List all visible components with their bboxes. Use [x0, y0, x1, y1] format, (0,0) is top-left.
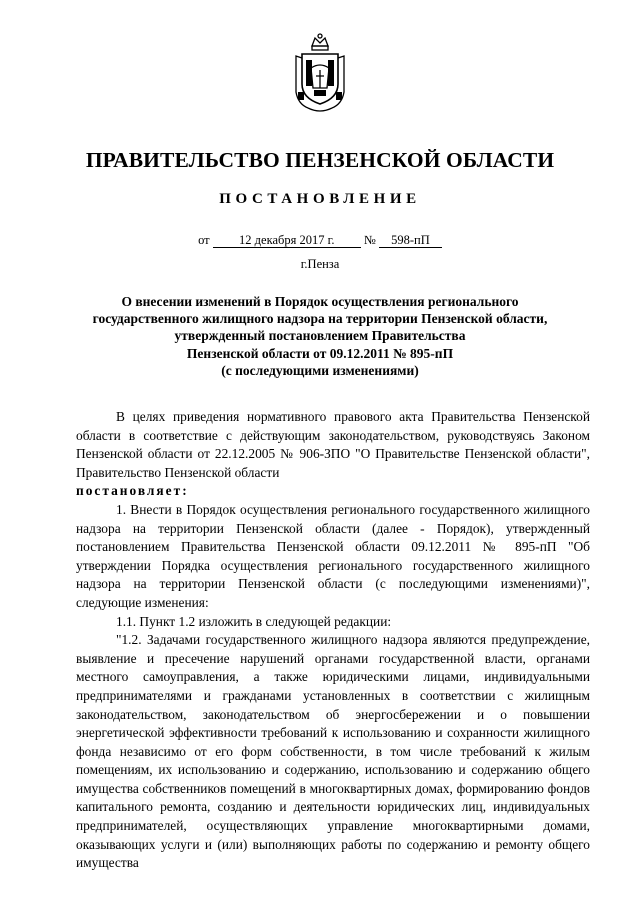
document-heading	[60, 293, 580, 379]
item-1-1-paragraph: 1.1. Пункт 1.2 изложить в следующей редакции:	[116, 613, 392, 629]
intro-paragraph: В целях приведения нормативного правового акта Правительства Пензенской области в соответствие с действующим законодательством, руководствуясь Законом Пензенской области от 22.12.2005 № 906-ЗПО "О Правительстве Пензенской области", Правительство Пензенской области	[76, 409, 590, 480]
document-type: ПОСТАНОВЛЕНИЕ	[219, 191, 421, 207]
city: г.Пенза	[300, 257, 340, 271]
decree-word: постановляет	[76, 483, 183, 499]
heading-line: Пензенской области от 09.12.2011 № 895-пП	[186, 345, 454, 361]
document-date: 12 декабря 2017 г.	[213, 234, 361, 248]
heading-line: (с последующими изменениями)	[221, 362, 419, 378]
decree-colon: :	[182, 483, 189, 499]
document-number: 598-пП	[379, 234, 442, 248]
heading-line: государственного жилищного надзора на территории Пензенской области,	[92, 311, 548, 327]
decree-line	[76, 482, 590, 501]
government-title: ПРАВИТЕЛЬСТВО ПЕНЗЕНСКОЙ ОБЛАСТИ	[85, 148, 555, 172]
item-1-paragraph: 1. Внести в Порядок осуществления регионального государственного жилищного надзора на территории Пензенской области (далее - Порядок), утвержденный постановлением Правительства Пензенской области 09.12.2011 № 895-пП "Об утверждении Порядка осуществления регионального государственного жилищного надзора на территории Пензенской области (с последующими изменениями)", следующие изменения:	[76, 501, 590, 610]
document-body	[76, 408, 590, 873]
heading-line: О внесении изменений в Порядок осуществления регионального	[121, 294, 519, 309]
coat-of-arms-emblem	[294, 32, 346, 118]
date-prefix: от	[198, 233, 210, 247]
heading-line: утвержденный постановлением Правительства	[174, 328, 466, 344]
quoted-paragraph: "1.2. Задачами государственного жилищного надзора являются предупреждение, выявление и пресечение нарушений органами государственной власти, органами местного самоуправления, а также юридическими лицами, индивидуальными предпринимателями и гражданами установленных в соответствии с жилищным законодательством, законодательством об энергосбережении и о повышении энергетической эффективности требований к использованию и сохранности жилищного фонда независимо от его форм собственности, в том числе требований к жилым помещениям, их использованию и содержанию, использованию и содержанию общего имущества собственников помещений в многоквартирных домах, формированию фондов капитального ремонта, созданию и деятельности юридических лиц, индивидуальных предпринимателей, осуществляющих управление многоквартирными домами, оказывающих услуги и (или) выполняющих работы по содержанию и ремонту общего имущества	[76, 632, 590, 871]
date-number-line	[0, 233, 640, 248]
number-sign: №	[363, 233, 376, 247]
